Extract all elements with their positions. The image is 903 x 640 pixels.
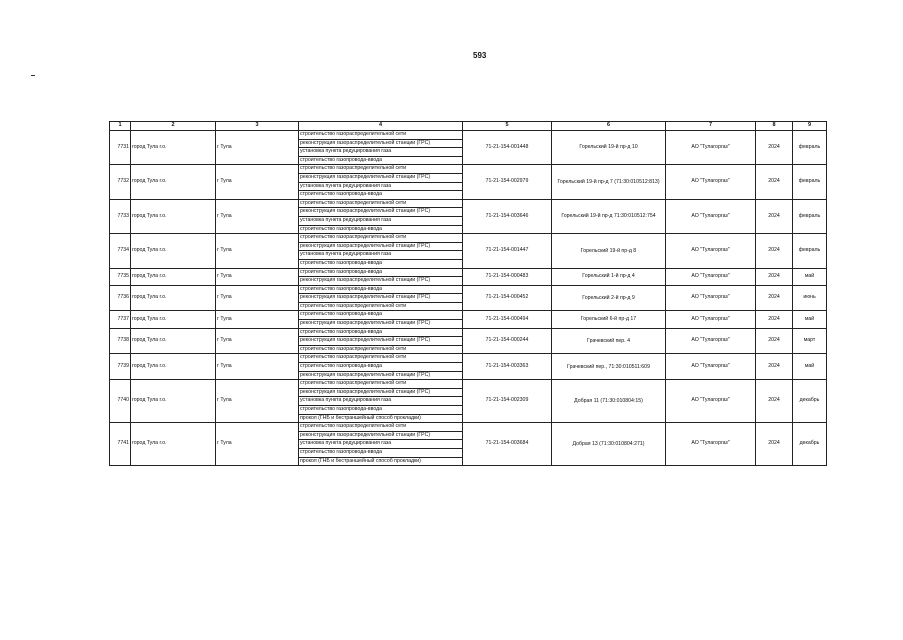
organization-cell: АО "Тулагоргаз"	[666, 131, 756, 165]
header-cell: 9	[793, 122, 827, 131]
work-item: строительство газораспределительной сети	[299, 165, 463, 174]
object-code-cell: 71-21-154-003363	[463, 354, 552, 380]
work-item: строительство газопровода-ввода	[299, 225, 463, 234]
work-item: реконструкция газораспределительной станции (ГРС)	[299, 388, 463, 397]
work-item: прокол (ГНБ и бестраншейный способ прокладки)	[299, 457, 463, 466]
organization-cell: АО "Тулагоргаз"	[666, 311, 756, 328]
header-cell: 1	[110, 122, 131, 131]
locality-cell: г Тула	[216, 423, 299, 466]
locality-cell: г Тула	[216, 131, 299, 165]
work-item: строительство газораспределительной сети	[299, 345, 463, 354]
object-code-cell: 71-21-154-000452	[463, 285, 552, 311]
row-number: 7740	[110, 380, 131, 423]
locality-cell: г Тула	[216, 380, 299, 423]
work-item: строительство газораспределительной сети	[299, 380, 463, 389]
work-item: строительство газопровода-ввода	[299, 268, 463, 277]
municipality-cell: город Тула г.о.	[131, 423, 216, 466]
work-item: реконструкция газораспределительной станции (ГРС)	[299, 431, 463, 440]
locality-cell: г Тула	[216, 328, 299, 354]
month-cell: февраль	[793, 199, 827, 233]
object-code-cell: 71-21-154-001447	[463, 234, 552, 268]
work-item: строительство газопровода-ввода	[299, 448, 463, 457]
work-item: строительство газораспределительной сети	[299, 131, 463, 140]
row-number: 7731	[110, 131, 131, 165]
address-cell: Горельский 1-й пр-д 4	[552, 268, 666, 285]
header-cell: 8	[756, 122, 793, 131]
month-cell: февраль	[793, 234, 827, 268]
address-cell: Добрая 11 (71:30:010804:15)	[552, 380, 666, 423]
work-item: строительство газораспределительной сети	[299, 354, 463, 363]
month-cell: февраль	[793, 131, 827, 165]
municipality-cell: город Тула г.о.	[131, 328, 216, 354]
work-item: строительство газопровода-ввода	[299, 328, 463, 337]
header-row	[110, 122, 827, 131]
object-code-cell: 71-21-154-000244	[463, 328, 552, 354]
municipality-cell: город Тула г.о.	[131, 234, 216, 268]
row-number: 7736	[110, 285, 131, 311]
work-item: реконструкция газораспределительной станции (ГРС)	[299, 320, 463, 329]
table-row	[110, 311, 827, 320]
work-item: реконструкция газораспределительной станции (ГРС)	[299, 294, 463, 303]
organization-cell: АО "Тулагоргаз"	[666, 380, 756, 423]
address-cell: Горельский 19-й пр-д 10	[552, 131, 666, 165]
work-item: строительство газопровода-ввода	[299, 259, 463, 268]
address-cell: Горельский 2-й пр-д 9	[552, 285, 666, 311]
header-cell: 6	[552, 122, 666, 131]
organization-cell: АО "Тулагоргаз"	[666, 423, 756, 466]
work-item: строительство газораспределительной сети	[299, 423, 463, 432]
work-item: прокол (ГНБ и бестраншейный способ прокладки)	[299, 414, 463, 423]
year-cell: 2024	[756, 165, 793, 199]
table-row	[110, 380, 827, 389]
locality-cell: г Тула	[216, 354, 299, 380]
year-cell: 2024	[756, 199, 793, 233]
year-cell: 2024	[756, 131, 793, 165]
municipality-cell: город Тула г.о.	[131, 199, 216, 233]
object-code-cell: 71-21-154-003684	[463, 423, 552, 466]
work-item: установка пункта редуцирования газа	[299, 397, 463, 406]
gas-works-table	[109, 121, 827, 466]
work-item: реконструкция газораспределительной станции (ГРС)	[299, 371, 463, 380]
locality-cell: г Тула	[216, 285, 299, 311]
table-row	[110, 423, 827, 432]
address-cell: Горельский 19-й пр-д 7 (71:30:010512:813)	[552, 165, 666, 199]
row-number: 7732	[110, 165, 131, 199]
object-code-cell: 71-21-154-003646	[463, 199, 552, 233]
table-row	[110, 234, 827, 243]
table-row	[110, 285, 827, 294]
work-item: реконструкция газораспределительной станции (ГРС)	[299, 277, 463, 286]
work-item: установка пункта редуцирования газа	[299, 148, 463, 157]
year-cell: 2024	[756, 311, 793, 328]
municipality-cell: город Тула г.о.	[131, 285, 216, 311]
municipality-cell: город Тула г.о.	[131, 165, 216, 199]
month-cell: декабрь	[793, 380, 827, 423]
table-row	[110, 354, 827, 363]
object-code-cell: 71-21-154-002309	[463, 380, 552, 423]
work-item: реконструкция газораспределительной станции (ГРС)	[299, 139, 463, 148]
municipality-cell: город Тула г.о.	[131, 268, 216, 285]
header-cell: 4	[299, 122, 463, 131]
organization-cell: АО "Тулагоргаз"	[666, 328, 756, 354]
work-item: установка пункта редуцирования газа	[299, 440, 463, 449]
municipality-cell: город Тула г.о.	[131, 131, 216, 165]
work-item: реконструкция газораспределительной станции (ГРС)	[299, 208, 463, 217]
locality-cell: г Тула	[216, 234, 299, 268]
work-item: строительство газораспределительной сети	[299, 302, 463, 311]
work-item: реконструкция газораспределительной станции (ГРС)	[299, 173, 463, 182]
row-number: 7739	[110, 354, 131, 380]
address-cell: Грачевский пер., 71:30:010511:609	[552, 354, 666, 380]
locality-cell: г Тула	[216, 268, 299, 285]
municipality-cell: город Тула г.о.	[131, 354, 216, 380]
address-cell: Горельский 19-й пр-д 71:30:010512:754	[552, 199, 666, 233]
header-cell: 3	[216, 122, 299, 131]
locality-cell: г Тула	[216, 199, 299, 233]
locality-cell: г Тула	[216, 311, 299, 328]
address-cell: Грачевский пер. 4	[552, 328, 666, 354]
month-cell: март	[793, 328, 827, 354]
month-cell: май	[793, 268, 827, 285]
row-number: 7734	[110, 234, 131, 268]
year-cell: 2024	[756, 268, 793, 285]
object-code-cell: 71-21-154-000483	[463, 268, 552, 285]
organization-cell: АО "Тулагоргаз"	[666, 268, 756, 285]
organization-cell: АО "Тулагоргаз"	[666, 165, 756, 199]
row-number: 7735	[110, 268, 131, 285]
table-row	[110, 199, 827, 208]
organization-cell: АО "Тулагоргаз"	[666, 285, 756, 311]
work-item: установка пункта редуцирования газа	[299, 182, 463, 191]
header-cell: 2	[131, 122, 216, 131]
margin-mark	[31, 75, 35, 76]
table-row	[110, 165, 827, 174]
year-cell: 2024	[756, 354, 793, 380]
year-cell: 2024	[756, 328, 793, 354]
organization-cell: АО "Тулагоргаз"	[666, 354, 756, 380]
work-item: реконструкция газораспределительной станции (ГРС)	[299, 242, 463, 251]
row-number: 7733	[110, 199, 131, 233]
row-number: 7737	[110, 311, 131, 328]
address-cell: Горельский 19-й пр-д 8	[552, 234, 666, 268]
work-item: строительство газопровода-ввода	[299, 363, 463, 372]
month-cell: июнь	[793, 285, 827, 311]
page-number: 593	[473, 51, 487, 60]
row-number: 7741	[110, 423, 131, 466]
work-item: реконструкция газораспределительной станции (ГРС)	[299, 337, 463, 346]
table-body	[110, 131, 827, 466]
work-item: строительство газопровода-ввода	[299, 406, 463, 415]
object-code-cell: 71-21-154-002979	[463, 165, 552, 199]
address-cell: Добрая 13 (71:30:010804:271)	[552, 423, 666, 466]
month-cell: декабрь	[793, 423, 827, 466]
municipality-cell: город Тула г.о.	[131, 380, 216, 423]
month-cell: май	[793, 311, 827, 328]
year-cell: 2024	[756, 423, 793, 466]
address-cell: Горельский 6-й пр-д 17	[552, 311, 666, 328]
work-item: установка пункта редуцирования газа	[299, 216, 463, 225]
month-cell: февраль	[793, 165, 827, 199]
work-item: строительство газопровода-ввода	[299, 191, 463, 200]
work-item: строительство газопровода-ввода	[299, 285, 463, 294]
municipality-cell: город Тула г.о.	[131, 311, 216, 328]
header-cell: 7	[666, 122, 756, 131]
table-row	[110, 131, 827, 140]
work-item: строительство газопровода-ввода	[299, 311, 463, 320]
row-number: 7738	[110, 328, 131, 354]
work-item: установка пункта редуцирования газа	[299, 251, 463, 260]
header-cell: 5	[463, 122, 552, 131]
year-cell: 2024	[756, 234, 793, 268]
table-row	[110, 268, 827, 277]
organization-cell: АО "Тулагоргаз"	[666, 234, 756, 268]
table-row	[110, 328, 827, 337]
locality-cell: г Тула	[216, 165, 299, 199]
work-item: строительство газораспределительной сети	[299, 234, 463, 243]
year-cell: 2024	[756, 380, 793, 423]
object-code-cell: 71-21-154-001448	[463, 131, 552, 165]
work-item: строительство газораспределительной сети	[299, 199, 463, 208]
work-item: строительство газопровода-ввода	[299, 156, 463, 165]
object-code-cell: 71-21-154-000494	[463, 311, 552, 328]
organization-cell: АО "Тулагоргаз"	[666, 199, 756, 233]
month-cell: май	[793, 354, 827, 380]
year-cell: 2024	[756, 285, 793, 311]
